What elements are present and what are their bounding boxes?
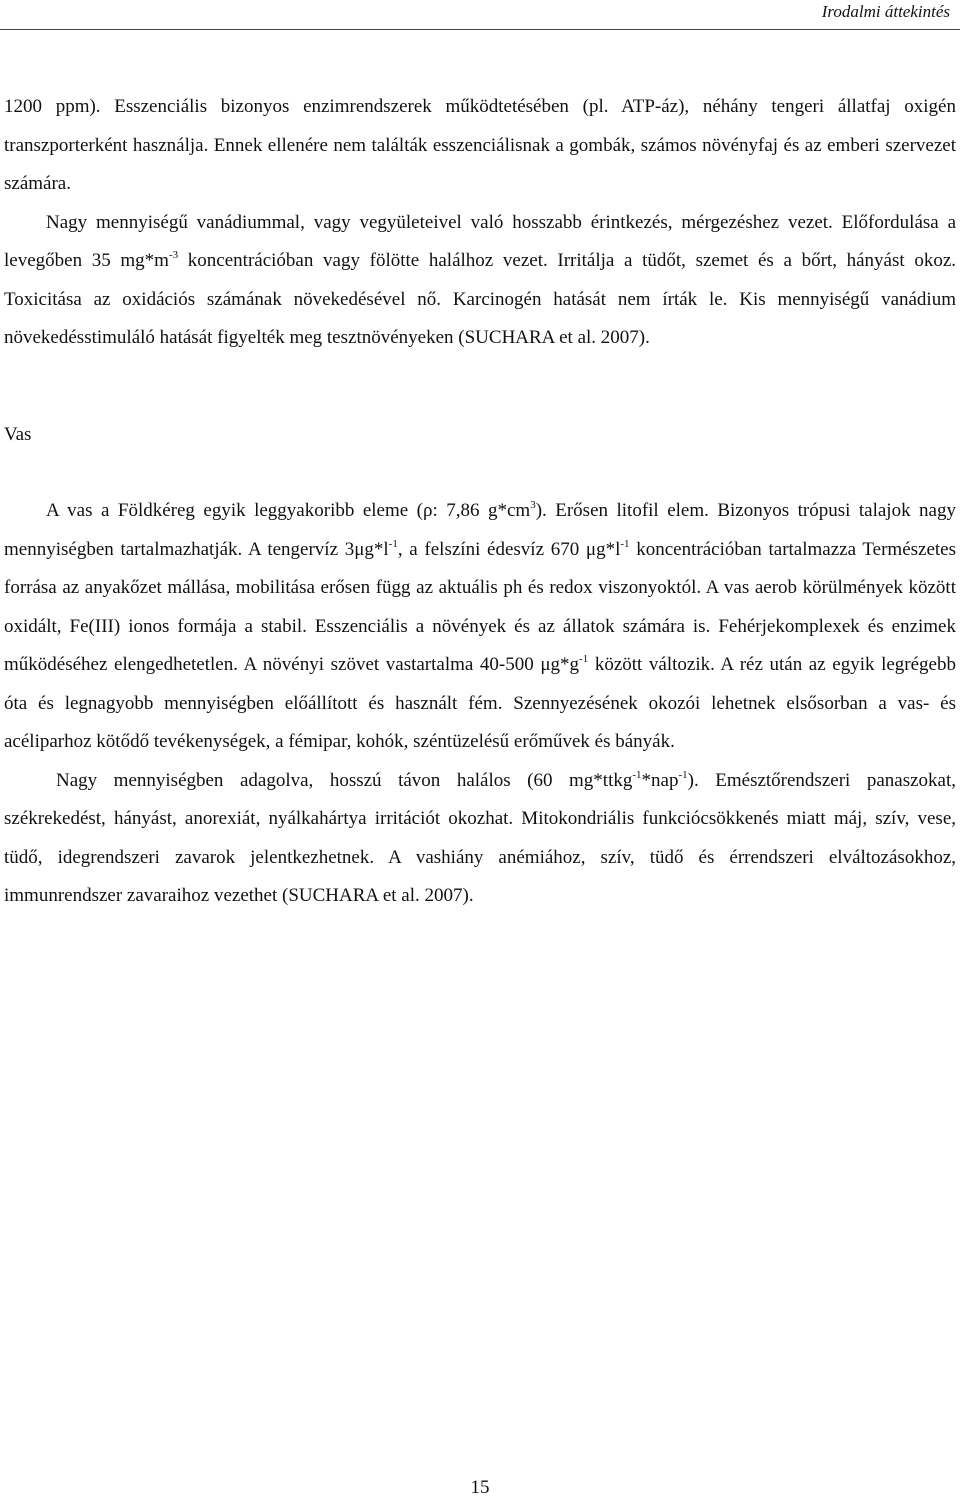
iron-paragraph-1 — [4, 492, 956, 762]
page-body — [4, 88, 956, 916]
text-run: között változik. A réz után az egyik legrégebb óta és legnagyobb mennyiségben előállított és használt fém. Szennyezésének okozói lehetnek elsősorban a vas- és acéliparhoz kötődő tevékenységek, a fémipar, kohók, széntüzelésű erőművek és bányák. — [4, 654, 956, 752]
text-run: , a felszíni édesvíz 670 μg*l — [397, 538, 621, 560]
superscript: -1 — [579, 653, 589, 665]
iron-paragraph-2 — [4, 762, 956, 916]
spacer — [4, 358, 956, 416]
text-run: koncentrációban tartalmazza Természetes forrása az anyakőzet mállása, mobilitása erősen függ az aktuális ph és redox viszonyoktól. A vas aerob körülmények között oxidált, Fe(III) ionos formája a stabil. Esszenciális a növények és az állatok számára is. Fehérjekomplexek és enzimek működéséhez elengedhetetlen. A növényi szövet vastartalma 40-500 μg*g — [4, 538, 957, 675]
superscript: -1 — [678, 768, 688, 781]
text-run: ). Emésztőrendszeri panaszokat, székrekedést, hányást, anorexiát, nyálkahártya irritációt okozhat. Mitokondriális funkciócsökkenés miatt máj, szív, vese, tüdő, idegrendszeri zavarok jelentkezhetnek. A vashiány anémiához, szív, tüdő és érrendszeri elváltozásokhoz, immunrendszer zavaraihoz vezethet (SUCHARA et al. 2007). — [4, 769, 956, 906]
text-run: 1200 ppm). Esszenciális bizonyos enzimrendszerek működtetésében (pl. ATP-áz), néhány tengeri állatfaj oxigén transzporterként használja. Ennek ellenére nem találták esszenciálisnak a gombák, számos növényfaj és az emberi szervezet számára. — [4, 96, 956, 194]
superscript: -1 — [632, 768, 642, 781]
text-run: ). Erősen litofil elem. Bizonyos trópusi talajok nagy mennyiségben tartalmazhatják. A tengervíz 3μg*l — [4, 500, 956, 560]
vanadium-paragraph-1 — [4, 88, 956, 204]
superscript: -3 — [168, 249, 179, 261]
text-run: Nagy mennyiségben adagolva, hosszú távon halálos (60 mg*ttkg — [56, 769, 633, 791]
superscript: -1 — [620, 537, 630, 550]
text-run: Nagy mennyiségű vanádiummal, vagy vegyületeivel való hosszabb érintkezés, mérgezéshez vezet. Előfordulása a levegőben 35 mg*m — [4, 211, 956, 271]
text-run: A vas a Földkéreg egyik leggyakoribb eleme (ρ: 7,86 g*cm — [46, 500, 531, 521]
running-header: Irodalmi áttekintés — [821, 2, 950, 21]
vanadium-paragraph-2 — [4, 204, 956, 358]
superscript: 3 — [530, 499, 536, 511]
superscript: -1 — [388, 537, 398, 550]
text-run: koncentrációban vagy fölötte halálhoz vezet. Irritálja a tüdőt, szemet és a bőrt, hányást okoz. Toxicitása az oxidációs számának növekedésével nő. Karcinogén hatását nem írták le. Kis mennyiségű vanádium növekedésstimuláló hatását figyelték meg tesztnövényeken (SUCHARA et al. 2007). — [4, 250, 956, 348]
section-heading-iron: Vas — [4, 423, 32, 445]
spacer — [4, 454, 956, 492]
page-number: 15 — [470, 1477, 490, 1498]
header-divider — [0, 29, 960, 30]
text-run: *nap — [641, 769, 679, 791]
